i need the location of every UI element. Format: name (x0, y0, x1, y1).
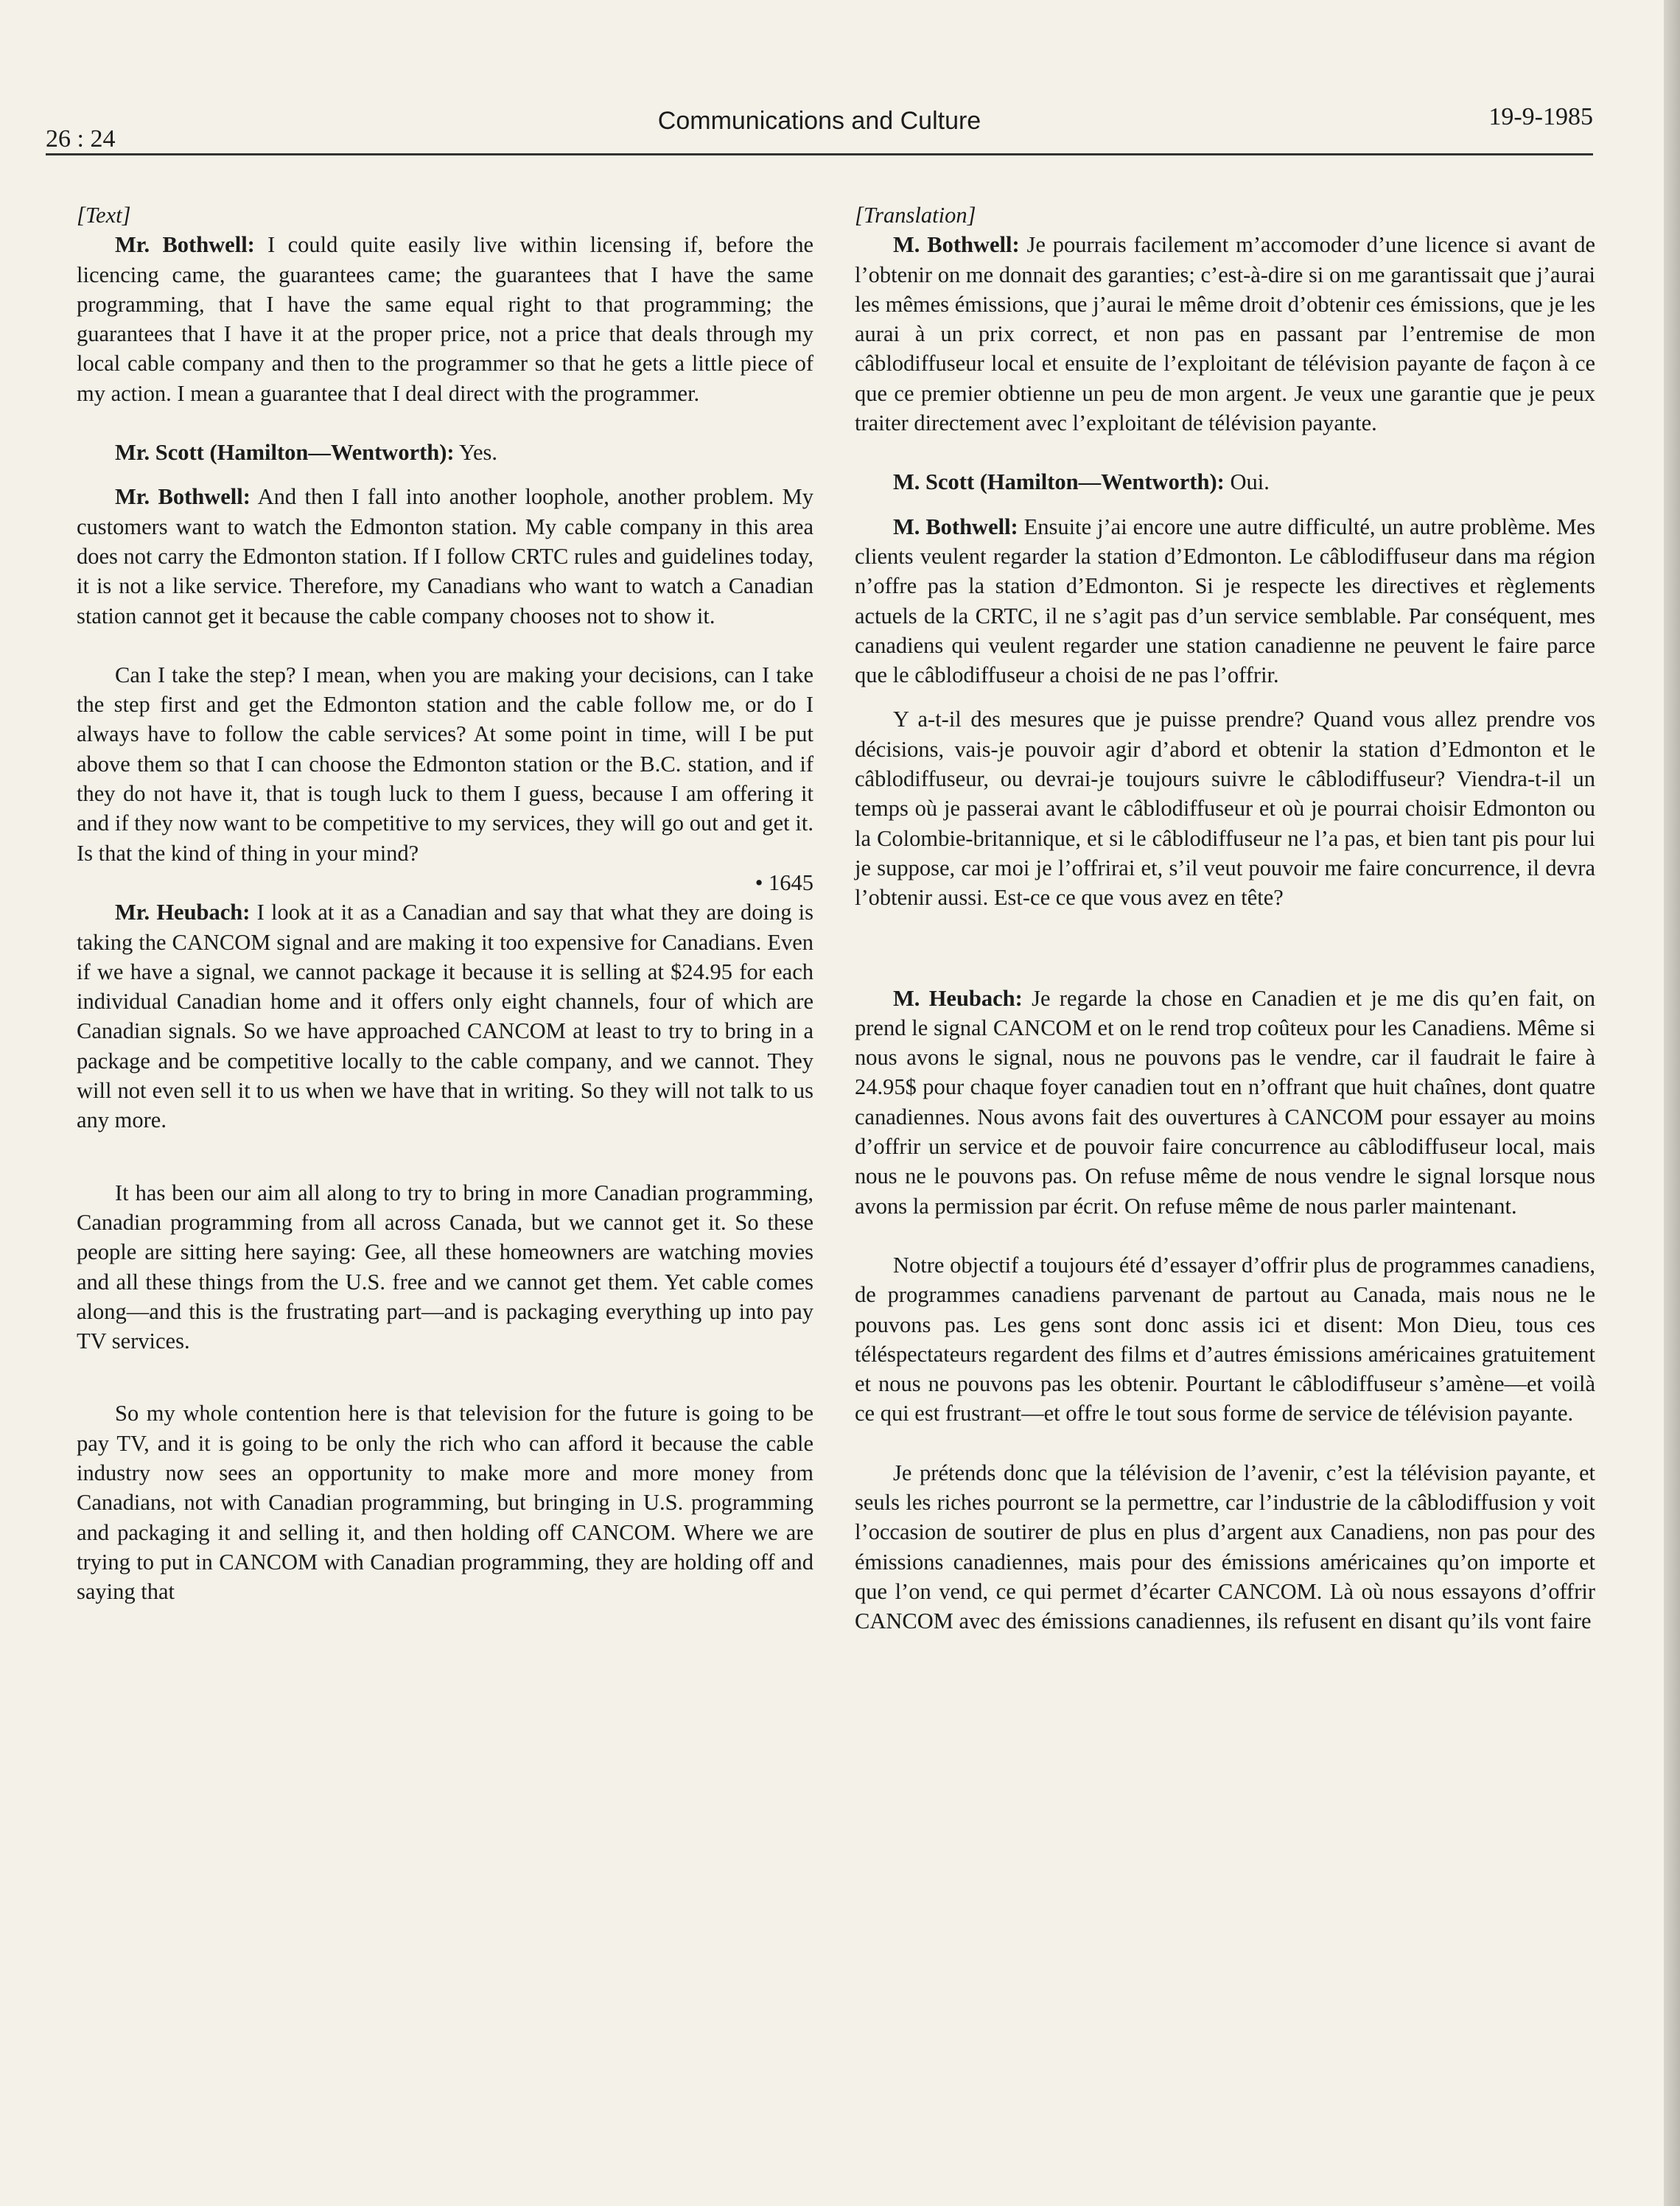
speaker-name: M. Scott (Hamilton—Wentworth): (893, 469, 1225, 495)
paragraph: Mr. Heubach: I look at it as a Canadian and say that what they are doing is taking the CANCOM signal and are making it too expensive for Canadians. Even if we have a signal, we cannot package it because it is selling at $24.95 for each individual Canadian home and it offers only eight channels, four of which are Canadian signals. So we have approached CANCOM at least to try to bring in a package and be competitive locally to the cable company, and we cannot. They will not even sell it to us when we have that in writing. So they will not talk to us any more. (77, 900, 813, 1133)
header-rule (46, 153, 1593, 155)
english-column (77, 200, 813, 1606)
page-number: 26 : 24 (46, 125, 116, 153)
speaker-name: Mr. Bothwell: (115, 484, 251, 510)
french-column (855, 200, 1595, 1636)
speaker-name: Mr. Bothwell: (115, 232, 255, 258)
section-tag: [Text] (77, 203, 131, 228)
speaker-name: M. Heubach: (893, 985, 1023, 1011)
paragraph: M. Bothwell: Je pourrais facilement m’accomoder d’une licence si avant de l’obtenir on me donnait des garanties; c’est-à-dire si on me garantissait que j’aurai les mêmes émissions, que j’aurai le même droit d’obtenir ces émissions, que je les aurai à un prix correct, et non pas en passant par l’entremise de mon câblodiffuseur local et ensuite de l’exploitant de télévision payante de façon à ce que ce premier obtienne un peu de mon argent. Je veux une garantie que je peux traiter directement avec l’exploitant de télévision payante. (855, 232, 1596, 436)
page-date: 19-9-1985 (1488, 103, 1593, 130)
paragraph: Mr. Bothwell: And then I fall into another loophole, another problem. My customers want to watch the Edmonton station. My cable company in this area does not carry the Edmonton station. If I follow CRTC rules and guidelines today, it is not a like service. Therefore, my Canadians who want to watch a Canadian station cannot get it because the cable company chooses not to show it. (77, 484, 813, 628)
section-tag: [Translation] (855, 203, 976, 228)
paragraph: Mr. Bothwell: I could quite easily live within licensing if, before the licencing came, the guarantees came; the guarantees that I have the same programming, that I have the same equal right to that programming; the guarantees that I have it at the proper price, not a price that deals through my local cable company and then to the programmer so that he gets a little piece of my action. I mean a guarantee that I deal direct with the programmer. (77, 232, 814, 406)
paragraph: Y a-t-il des mesures que je puisse prendre? Quand vous allez prendre vos décisions, vais-je pouvoir agir d’abord et obtenir la station d’Edmonton et le câblodiffuseur, ou devrai-je toujours suivre le câblodiffuseur? Viendra-t-il un temps où je passerai avant le câblodiffuseur et où je pourrai choisir Edmonton ou la Colombie-britannique, et si le câblodiffuseur ne l’a pas, et bien tant pis pour lui je suppose, car moi je l’offrirai et, s’il veut pouvoir me faire concurrence, il devra l’obtenir aussi. Est-ce ce que vous avez en tête? (855, 707, 1595, 911)
paragraph: Mr. Scott (Hamilton—Wentworth): Yes. (115, 440, 498, 466)
page-edge-shadow (1664, 0, 1680, 2206)
paragraph: M. Scott (Hamilton—Wentworth): Oui. (893, 469, 1270, 495)
paragraph: M. Bothwell: Ensuite j’ai encore une autre difficulté, un autre problème. Mes clients veulent regarder la station d’Edmonton. Le câblodiffuseur dans ma région n’offre pas la station d’Edmonton. Si je respecte les directives et règlements actuels de la CRTC, il ne s’agit pas d’un service semblable. Par conséquent, mes canadiens qui veulent regarder une station canadienne ne peuvent le faire parce que le câblodiffuseur a choisi de ne pas l’offrir. (855, 514, 1595, 688)
paragraph: Can I take the step? I mean, when you are making your decisions, can I take the step first and get the Edmonton station and the cable follow me, or do I always have to follow the cable services? At some point in time, will I be put above them so that I can choose the Edmonton station or the B.C. station, and if they do not have it, that is tough luck to them I guess, because I am offering it and if they now want to be competitive to my services, they will go out and get it. Is that the kind of thing in your mind? (77, 662, 813, 866)
paragraph: So my whole contention here is that television for the future is going to be pay TV, and it is going to be only the rich who can afford it because the cable industry now sees an opportunity to make more and more money from Canadians, not with Canadian programming, but bringing in U.S. programming and packaging it and selling it, and then holding off CANCOM. Where we are trying to put in CANCOM with Canadian programming, they are holding off and saying that (77, 1401, 813, 1605)
page-header (46, 103, 1593, 155)
paragraph: Notre objectif a toujours été d’essayer d’offrir plus de programmes canadiens, de programmes canadiens parvenant de partout au Canada, mais nous ne le pouvons pas. Les gens sont donc assis ici et disent: Mon Dieu, tous ces téléspectateurs regardent des films et d’autres émissions américaines gratuitement et nous ne pouvons pas les obtenir. Pourtant le câblodiffuseur s’amène—et voilà ce qui est frustrant—et offre le tout sous forme de service de télévision payante. (855, 1252, 1595, 1426)
timestamp: • 1645 (755, 869, 813, 895)
speaker-name: M. Bothwell: (893, 514, 1018, 539)
speaker-name: Mr. Scott (Hamilton—Wentworth): (115, 440, 455, 466)
paragraph: Je prétends donc que la télévision de l’avenir, c’est la télévision payante, et seuls les riches pourront se la permettre, car l’industrie de la câblodiffusion y voit l’occasion de soutirer de plus en plus d’argent aux Canadiens, non pas pour des émissions canadiennes, mais pour des émissions américaines qu’on importe et que l’on vend, ce qui permet d’écarter CANCOM. Là où nous essayons d’offrir CANCOM avec des émissions canadiennes, ils refusent en disant qu’ils vont faire (855, 1460, 1595, 1634)
speaker-name: M. Bothwell: (893, 232, 1020, 258)
paragraph: M. Heubach: Je regarde la chose en Canadien et je me dis qu’en fait, on prend le signal CANCOM et on le rend trop coûteux pour les Canadiens. Même si nous avons le signal, nous ne pouvons pas le vendre, car il faudrait le faire à 24.95$ pour chaque foyer canadien tout en n’offrant que huit chaînes, dont quatre canadiennes. Nous avons fait des ouvertures à CANCOM pour essayer au moins d’offrir un service et de pouvoir faire concurrence au câblodiffuseur local, mais nous ne le pouvons pas. On refuse même de nous vendre le signal lorsque nous avons la permission par écrit. On refuse même de nous parler maintenant. (855, 985, 1595, 1219)
page-title: Communications and Culture (657, 107, 981, 135)
paragraph: It has been our aim all along to try to bring in more Canadian programming, Canadian programming from all across Canada, but we cannot get it. So these people are sitting here saying: Gee, all these homeowners are watching movies and all these things from the U.S. free and we cannot get them. Yet cable comes along—and this is the frustrating part—and is packaging everything up into pay TV services. (77, 1180, 813, 1354)
speaker-name: Mr. Heubach: (115, 900, 251, 925)
